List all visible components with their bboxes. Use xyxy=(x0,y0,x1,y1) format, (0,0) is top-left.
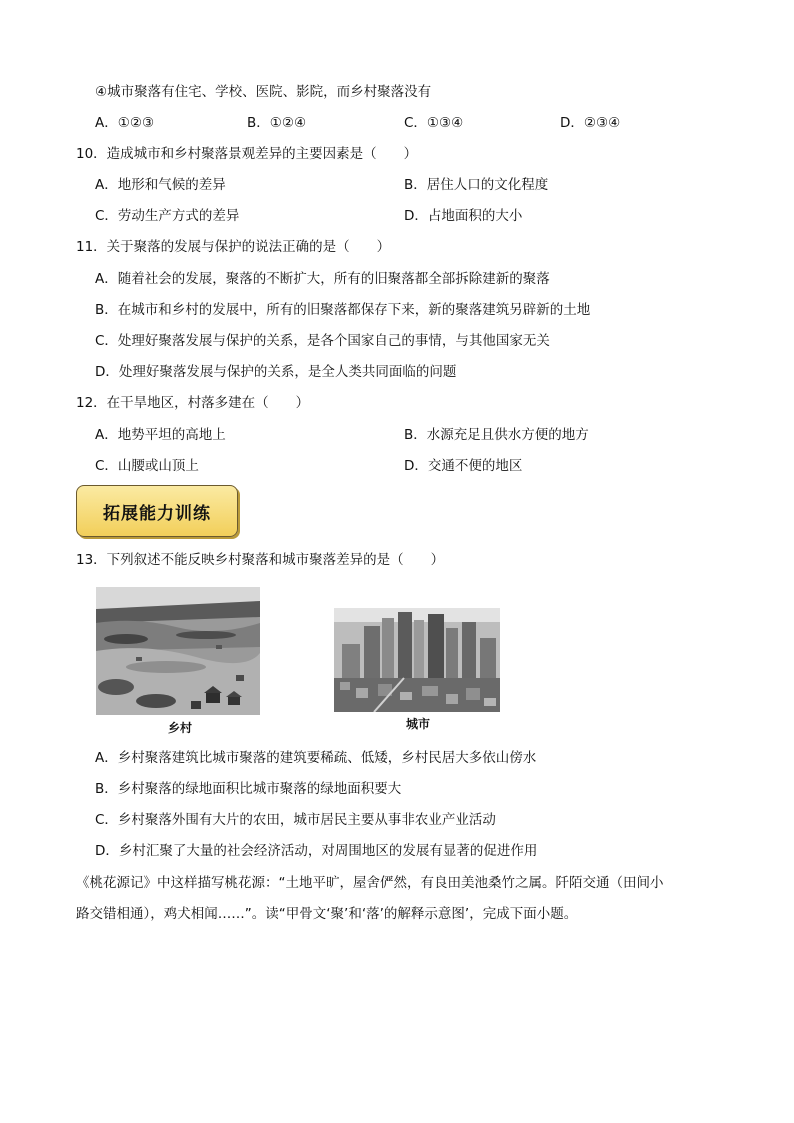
q10-option-a: A．地形和气候的差异 xyxy=(95,177,226,193)
q9-option-c: C．①③④ xyxy=(404,115,464,131)
q13-option-d: D．乡村汇聚了大量的社会经济活动，对周围地区的发展有显著的促进作用 xyxy=(95,843,538,859)
q9-option-d: D．②③④ xyxy=(560,115,621,131)
q13-option-c: C．乡村聚落外围有大片的农田，城市居民主要从事非农业产业活动 xyxy=(95,812,496,828)
passage-line-1: 《桃花源记》中这样描写桃花源：“土地平旷，屋舍俨然，有良田美池桑竹之属。阡陌交通（田间小 xyxy=(76,875,664,891)
q11-option-d: D．处理好聚落发展与保护的关系，是全人类共同面临的问题 xyxy=(95,364,457,380)
q11-option-a: A．随着社会的发展，聚落的不断扩大，所有的旧聚落都全部拆除建新的聚落 xyxy=(95,271,550,287)
passage-line-2: 路交错相通），鸡犬相闻……”。读“甲骨文‘聚’和‘落’的解释示意图’，完成下面小题。 xyxy=(76,906,578,922)
section-title-badge: 拓展能力训练 xyxy=(76,485,238,537)
q10-option-d: D．占地面积的大小 xyxy=(404,208,523,224)
q9-option-a: A．①②③ xyxy=(95,115,155,131)
city-caption: 城市 xyxy=(406,717,431,731)
q13-option-b: B．乡村聚落的绿地面积比城市聚落的绿地面积要大 xyxy=(95,781,402,797)
q11-option-b: B．在城市和乡村的发展中，所有的旧聚落都保存下来，新的聚落建筑另辟新的土地 xyxy=(95,302,591,318)
village-caption: 乡村 xyxy=(168,721,193,735)
q12-option-b: B．水源充足且供水方便的地方 xyxy=(404,427,589,443)
q11-option-c: C．处理好聚落发展与保护的关系，是各个国家自己的事情，与其他国家无关 xyxy=(95,333,550,349)
q9-item-4: ④城市聚落有住宅、学校、医院、影院，而乡村聚落没有 xyxy=(95,84,432,100)
q10-stem: 10．造成城市和乡村聚落景观差异的主要因素是（ ） xyxy=(76,146,418,162)
q12-option-a: A．地势平坦的高地上 xyxy=(95,427,226,443)
q10-option-b: B．居住人口的文化程度 xyxy=(404,177,549,193)
q13-stem: 13．下列叙述不能反映乡村聚落和城市聚落差异的是（ ） xyxy=(76,552,445,568)
q10-option-c: C．劳动生产方式的差异 xyxy=(95,208,240,224)
q12-stem: 12．在干旱地区，村落多建在（ ） xyxy=(76,395,310,411)
village-photo xyxy=(96,587,260,715)
q12-option-c: C．山腰或山顶上 xyxy=(95,458,199,474)
q11-stem: 11．关于聚落的发展与保护的说法正确的是（ ） xyxy=(76,239,391,255)
q9-option-b: B．①②④ xyxy=(247,115,307,131)
q13-option-a: A．乡村聚落建筑比城市聚落的建筑要稀疏、低矮，乡村民居大多依山傍水 xyxy=(95,750,537,766)
q12-option-d: D．交通不便的地区 xyxy=(404,458,523,474)
city-photo xyxy=(334,608,500,712)
